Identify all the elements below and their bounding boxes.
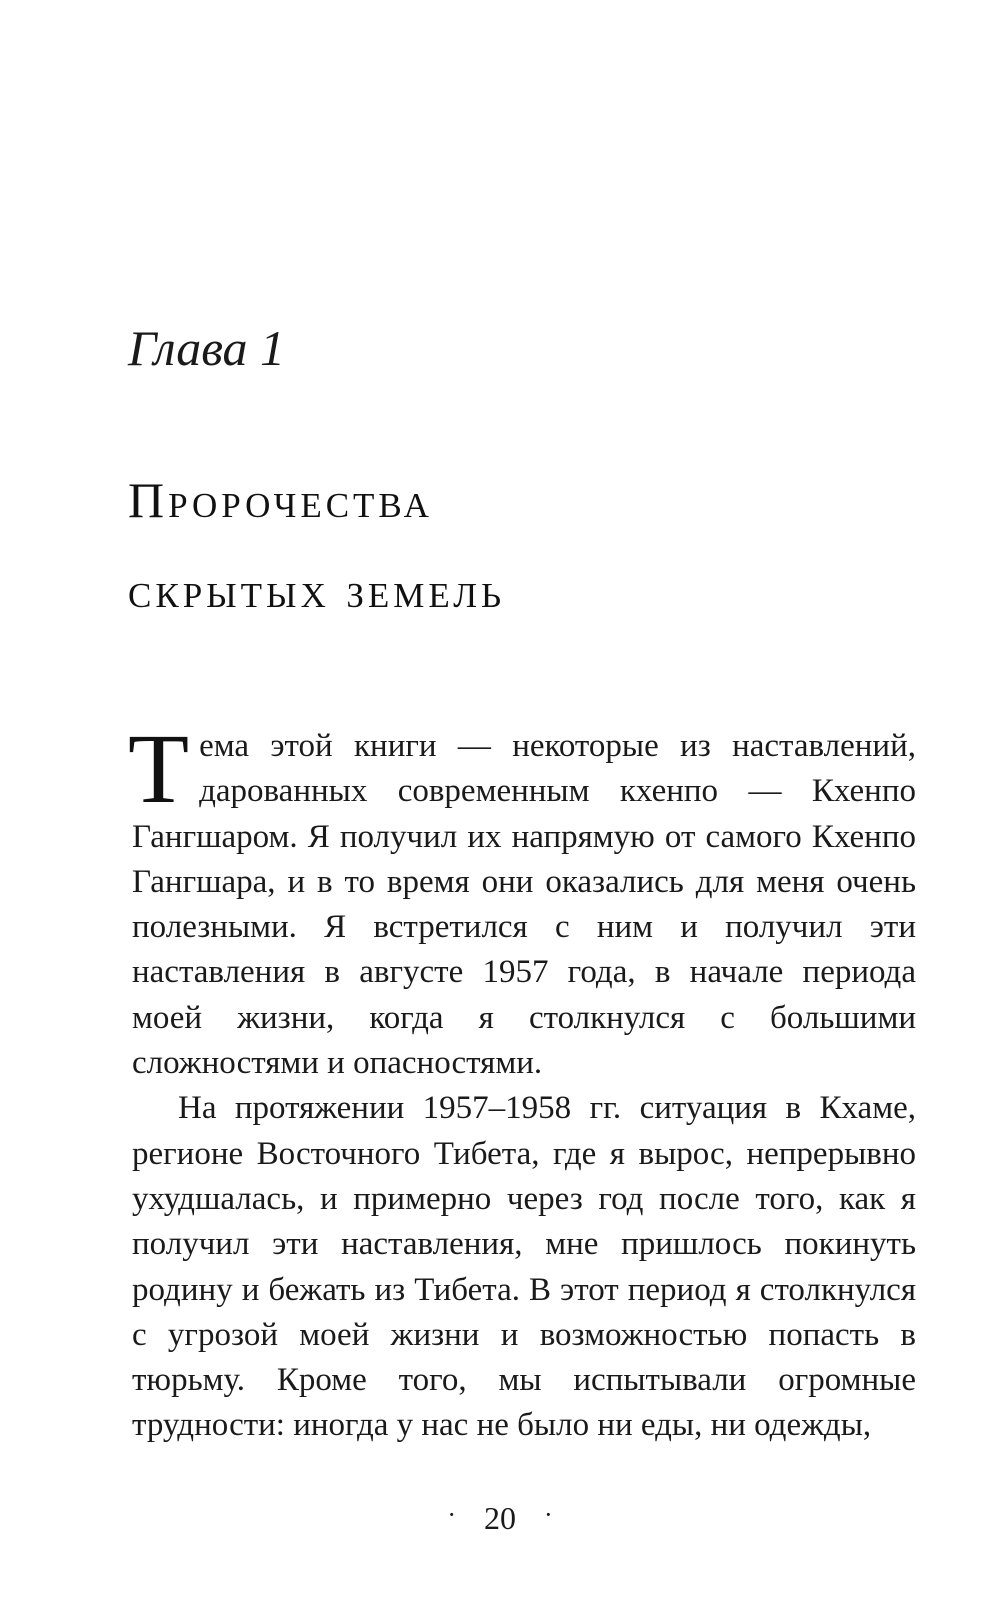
page-number: 20 xyxy=(484,1500,516,1536)
chapter-label: Глава 1 xyxy=(128,320,286,376)
chapter-title xyxy=(128,455,505,635)
paragraph-1-text: ема этой книги — некоторые из наставлений, дарованных современным кхенпо — Кхенпо Гангшаром. Я получил их напрямую от самого Кхенпо Гангшара, и в то время они оказались для меня очень полезными. Я встретился с ним и получил эти наставления в августе 1957 года, в начале периода моей жизни, когда я столкнулся с большими сложностями и опасностями. xyxy=(132,728,916,1082)
paragraph-2: На протяжении 1957–1958 гг. ситуация в Кхаме, регионе Восточного Тибета, где я вырос, непрерывно ухудшалась, и примерно через год после того, как я получил эти наставления, мне пришлось покинуть родину и бежать из Тибета. В этот период я столкнулся с угрозой моей жизни и возможностью попасть в тюрьму. Кроме того, мы испытывали огромные трудности: иногда у нас не было ни еды, ни одежды, xyxy=(132,1090,916,1444)
footer-dot-left: · xyxy=(447,1500,456,1529)
footer-dot-right: · xyxy=(544,1500,553,1529)
chapter-title-line-1: Пророчества xyxy=(128,472,433,528)
page-footer xyxy=(0,1500,1000,1537)
paragraph-1 xyxy=(128,713,916,1086)
chapter-title-line-2: скрытых земель xyxy=(128,562,506,618)
drop-cap: Т xyxy=(128,713,190,824)
body-text xyxy=(128,713,916,1449)
